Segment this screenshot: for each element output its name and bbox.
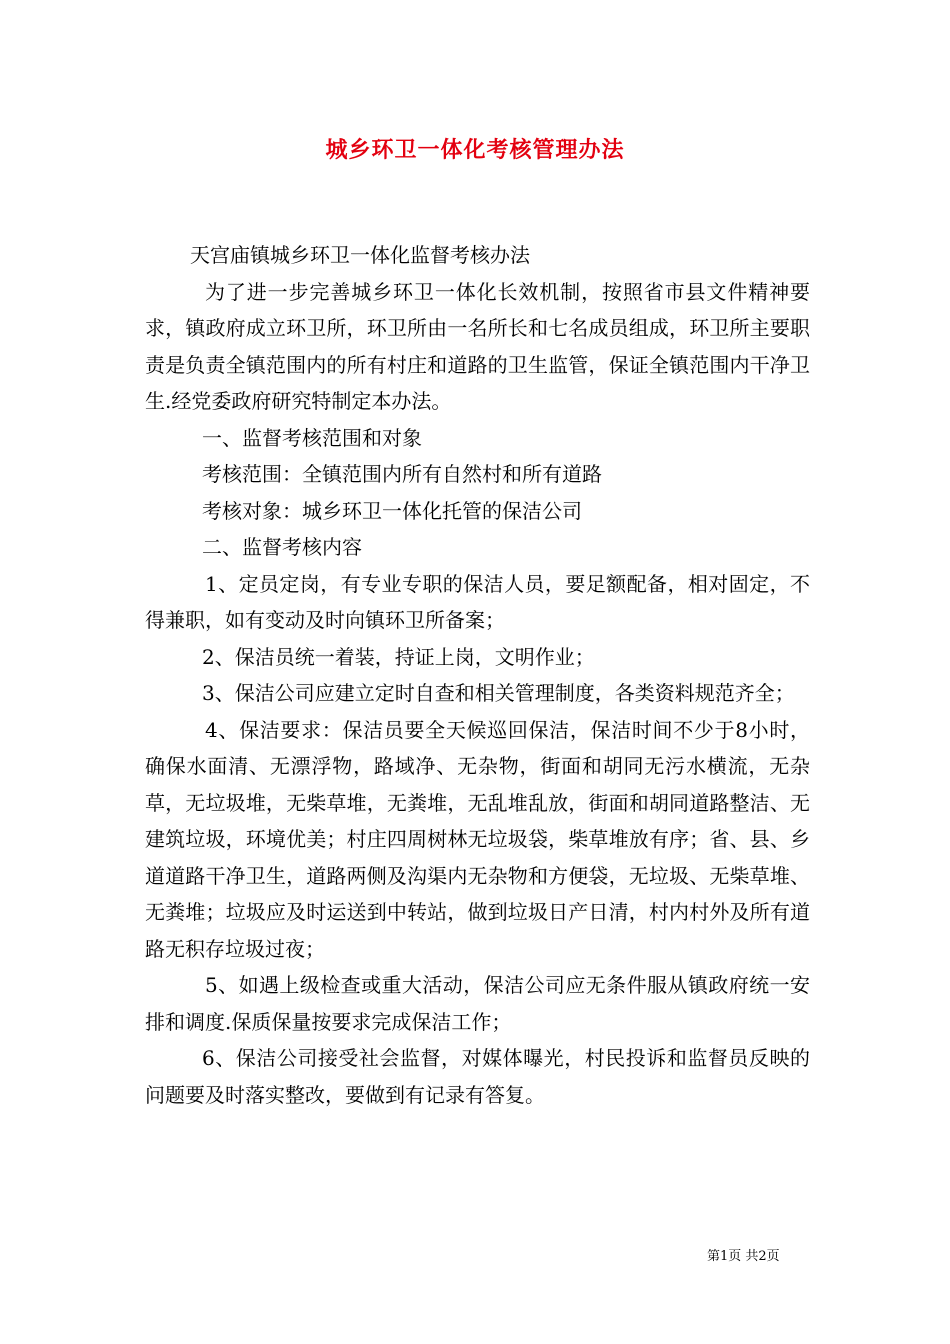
paragraph-scope: 考核范围：全镇范围内所有自然村和所有道路 — [202, 462, 602, 486]
heading-section-1: 一、监督考核范围和对象 — [202, 425, 422, 450]
document-title: 城乡环卫一体化考核管理办法 — [325, 137, 625, 163]
list-item-2: 2、保洁员统一着装，持证上岗，文明作业； — [202, 644, 595, 669]
list-item-3: 3、保洁公司应建立定时自查和相关管理制度，各类资料规范齐全； — [202, 681, 795, 705]
list-item-4: 4、保洁要求：保洁员要全天候巡回保洁，保洁时间不少于8小时，确保水面清、无漂浮物，路域净、无杂物，街面和胡同无污水横流，无杂草，无垃圾堆，无柴草堆，无粪堆，无乱堆乱放，街面和胡同道路整洁、无建筑垃圾，环境优美；村庄四周树林无垃圾袋，柴草堆放有序；省、县、乡道道路干净卫生，道路两侧及沟渠内无杂物和方便袋，无垃圾、无柴草堆、无粪堆；垃圾应及时运送到中转站，做到垃圾日产日清，村内村外及所有道路无积存垃圾过夜； — [145, 717, 810, 961]
heading-section-2: 二、监督考核内容 — [202, 535, 362, 559]
list-item-1: 1、定员定岗，有专业专职的保洁人员，要足额配备，相对固定，不得兼职，如有变动及时向镇环卫所备案； — [145, 571, 810, 632]
paragraph-target: 考核对象：城乡环卫一体化托管的保洁公司 — [202, 498, 582, 523]
list-item-6: 6、保洁公司接受社会监督，对媒体曝光，村民投诉和监督员反映的问题要及时落实整改，要做到有记录有答复。 — [145, 1046, 810, 1107]
list-item-5: 5、如遇上级检查或重大活动，保洁公司应无条件服从镇政府统一安排和调度.保质保量按要求完成保洁工作； — [145, 973, 810, 1034]
page-number: 第1页 共2页 — [707, 1249, 780, 1264]
document-body — [145, 237, 810, 1113]
paragraph-intro: 为了进一步完善城乡环卫一体化长效机制，按照省市县文件精神要求，镇政府成立环卫所，环卫所由一名所长和七名成员组成，环卫所主要职责是负责全镇范围内的所有村庄和道路的卫生监管，保证全镇范围内干净卫生.经党委政府研究特制定本办法。 — [145, 279, 810, 413]
paragraph-subtitle: 天宫庙镇城乡环卫一体化监督考核办法 — [190, 243, 530, 267]
